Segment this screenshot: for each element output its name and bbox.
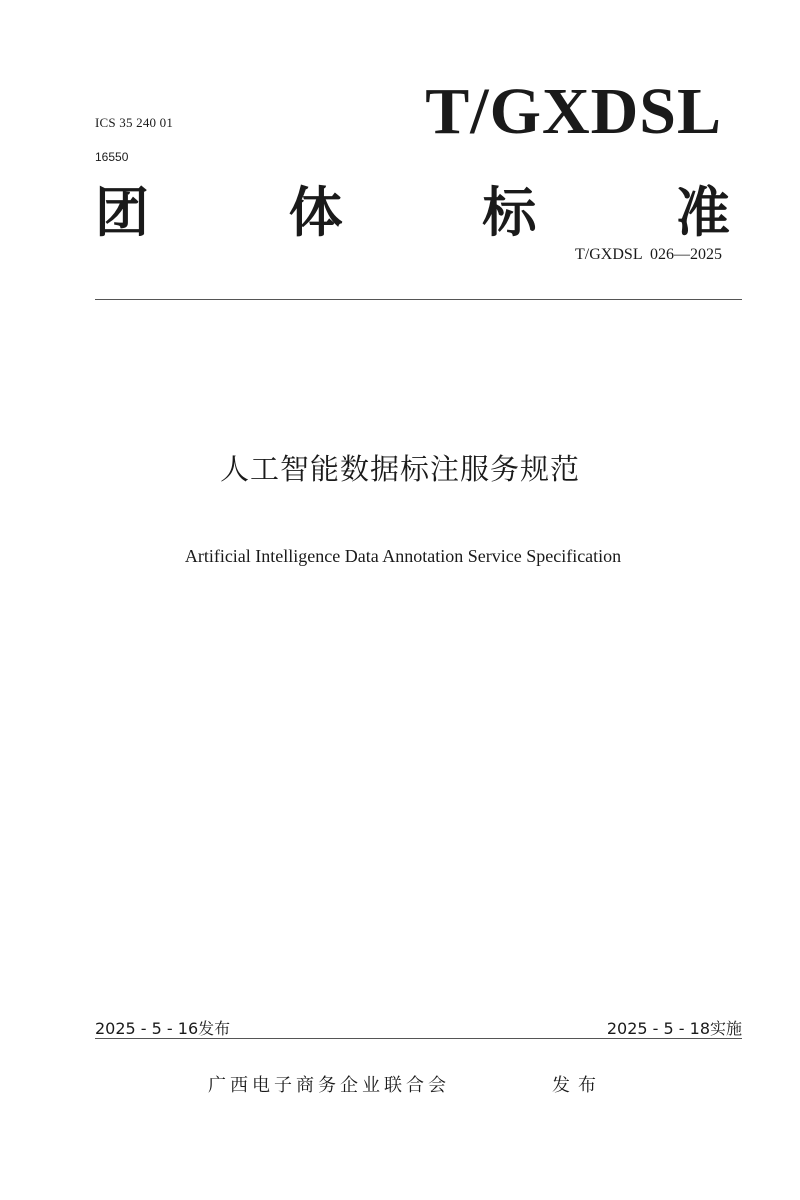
standard-type-heading xyxy=(95,178,730,248)
publisher-name: 广西电子商务企业联合会 xyxy=(208,1075,450,1096)
implementation-date: 2025 - 5 - 18实施 xyxy=(606,1019,742,1038)
ccs-code: 16550 xyxy=(95,150,129,164)
ics-code: ICS 35 240 01 xyxy=(95,115,174,130)
standard-number: T/GXDSL 026—2025 xyxy=(575,246,722,263)
footer-divider xyxy=(95,1038,742,1039)
header-divider xyxy=(95,299,742,300)
standard-type-char: 准 xyxy=(675,181,730,244)
standard-code: T/GXDSL xyxy=(425,75,722,148)
document-title-chinese: 人工智能数据标注服务规范 xyxy=(219,452,580,486)
publish-label: 发布 xyxy=(552,1075,604,1096)
standard-type-char: 标 xyxy=(482,181,537,244)
document-title-english: Artificial Intelligence Data Annotation Service Specification xyxy=(184,546,622,566)
standard-type-char: 体 xyxy=(288,181,343,244)
standard-type-char: 团 xyxy=(95,181,149,244)
publish-date: 2025 - 5 - 16发布 xyxy=(95,1019,231,1038)
